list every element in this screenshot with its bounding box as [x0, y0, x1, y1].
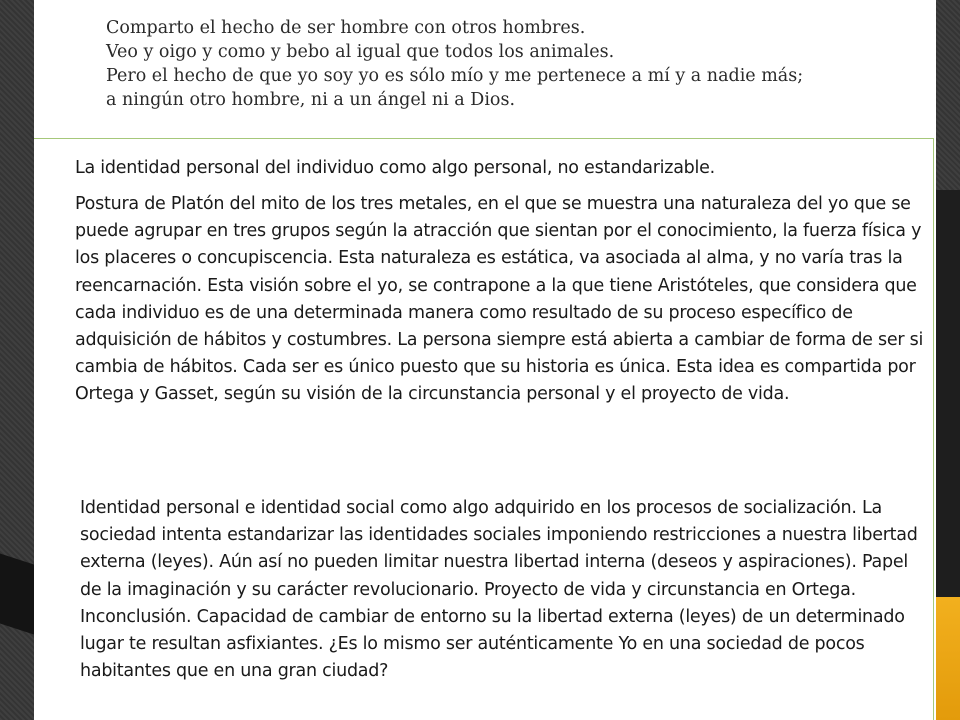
quote-line: Comparto el hecho de ser hombre con otros hombres.: [106, 18, 586, 38]
quote-block: [106, 16, 926, 112]
paragraph-plato-aristotle: Postura de Platón del mito de los tres metales, en el que se muestra una naturaleza del yo que se puede agrupar en tres grupos según la atracción que sientan por el conocimiento, la fuerza física y los placeres o concupiscencia. Esta naturaleza es estática, va asociada al alma, y no varía tras la reencarnación. Esta visión sobre el yo, se contrapone a la que tiene Aristóteles, que considera que cada individuo es de una determinada manera como resultado de su proceso específico de adquisición de hábitos y costumbres. La persona siempre está abierta a cambiar de forma de ser si cambia de hábitos. Cada ser es único puesto que su historia es única. Esta idea es compartida por Ortega y Gasset, según su visión de la circunstancia personal y el proyecto de vida.: [75, 194, 924, 405]
content-heading: La identidad personal del individuo como algo personal, no estandarizable.: [75, 158, 715, 178]
quote-line: a ningún otro hombre, ni a un ángel ni a Dios.: [106, 90, 516, 110]
right-frame-dark-band: [936, 190, 960, 610]
paragraph-social-identity: Identidad personal e identidad social como algo adquirido en los procesos de socialización. La sociedad intenta estandarizar las identidades sociales imponiendo restricciones a nuestra libertad externa (leyes). Aún así no pueden limitar nuestra libertad interna (deseos y aspiraciones). Papel de la imaginación y su carácter revolucionario. Proyecto de vida y circunstancia en Ortega. Inconclusión. Capacidad de cambiar de entorno su la libertad externa (leyes) de un determinado lugar te resultan asfixiantes. ¿Es lo mismo ser auténticamente Yo en una sociedad de pocos habitantes que en una gran ciudad?: [80, 498, 918, 682]
quote-line: Pero el hecho de que yo soy yo es sólo mío y me pertenece a mí y a nadie más;: [106, 66, 804, 86]
gold-accent-bar: [936, 597, 960, 720]
quote-line: Veo y oigo y como y bebo al igual que todos los animales.: [106, 42, 615, 62]
